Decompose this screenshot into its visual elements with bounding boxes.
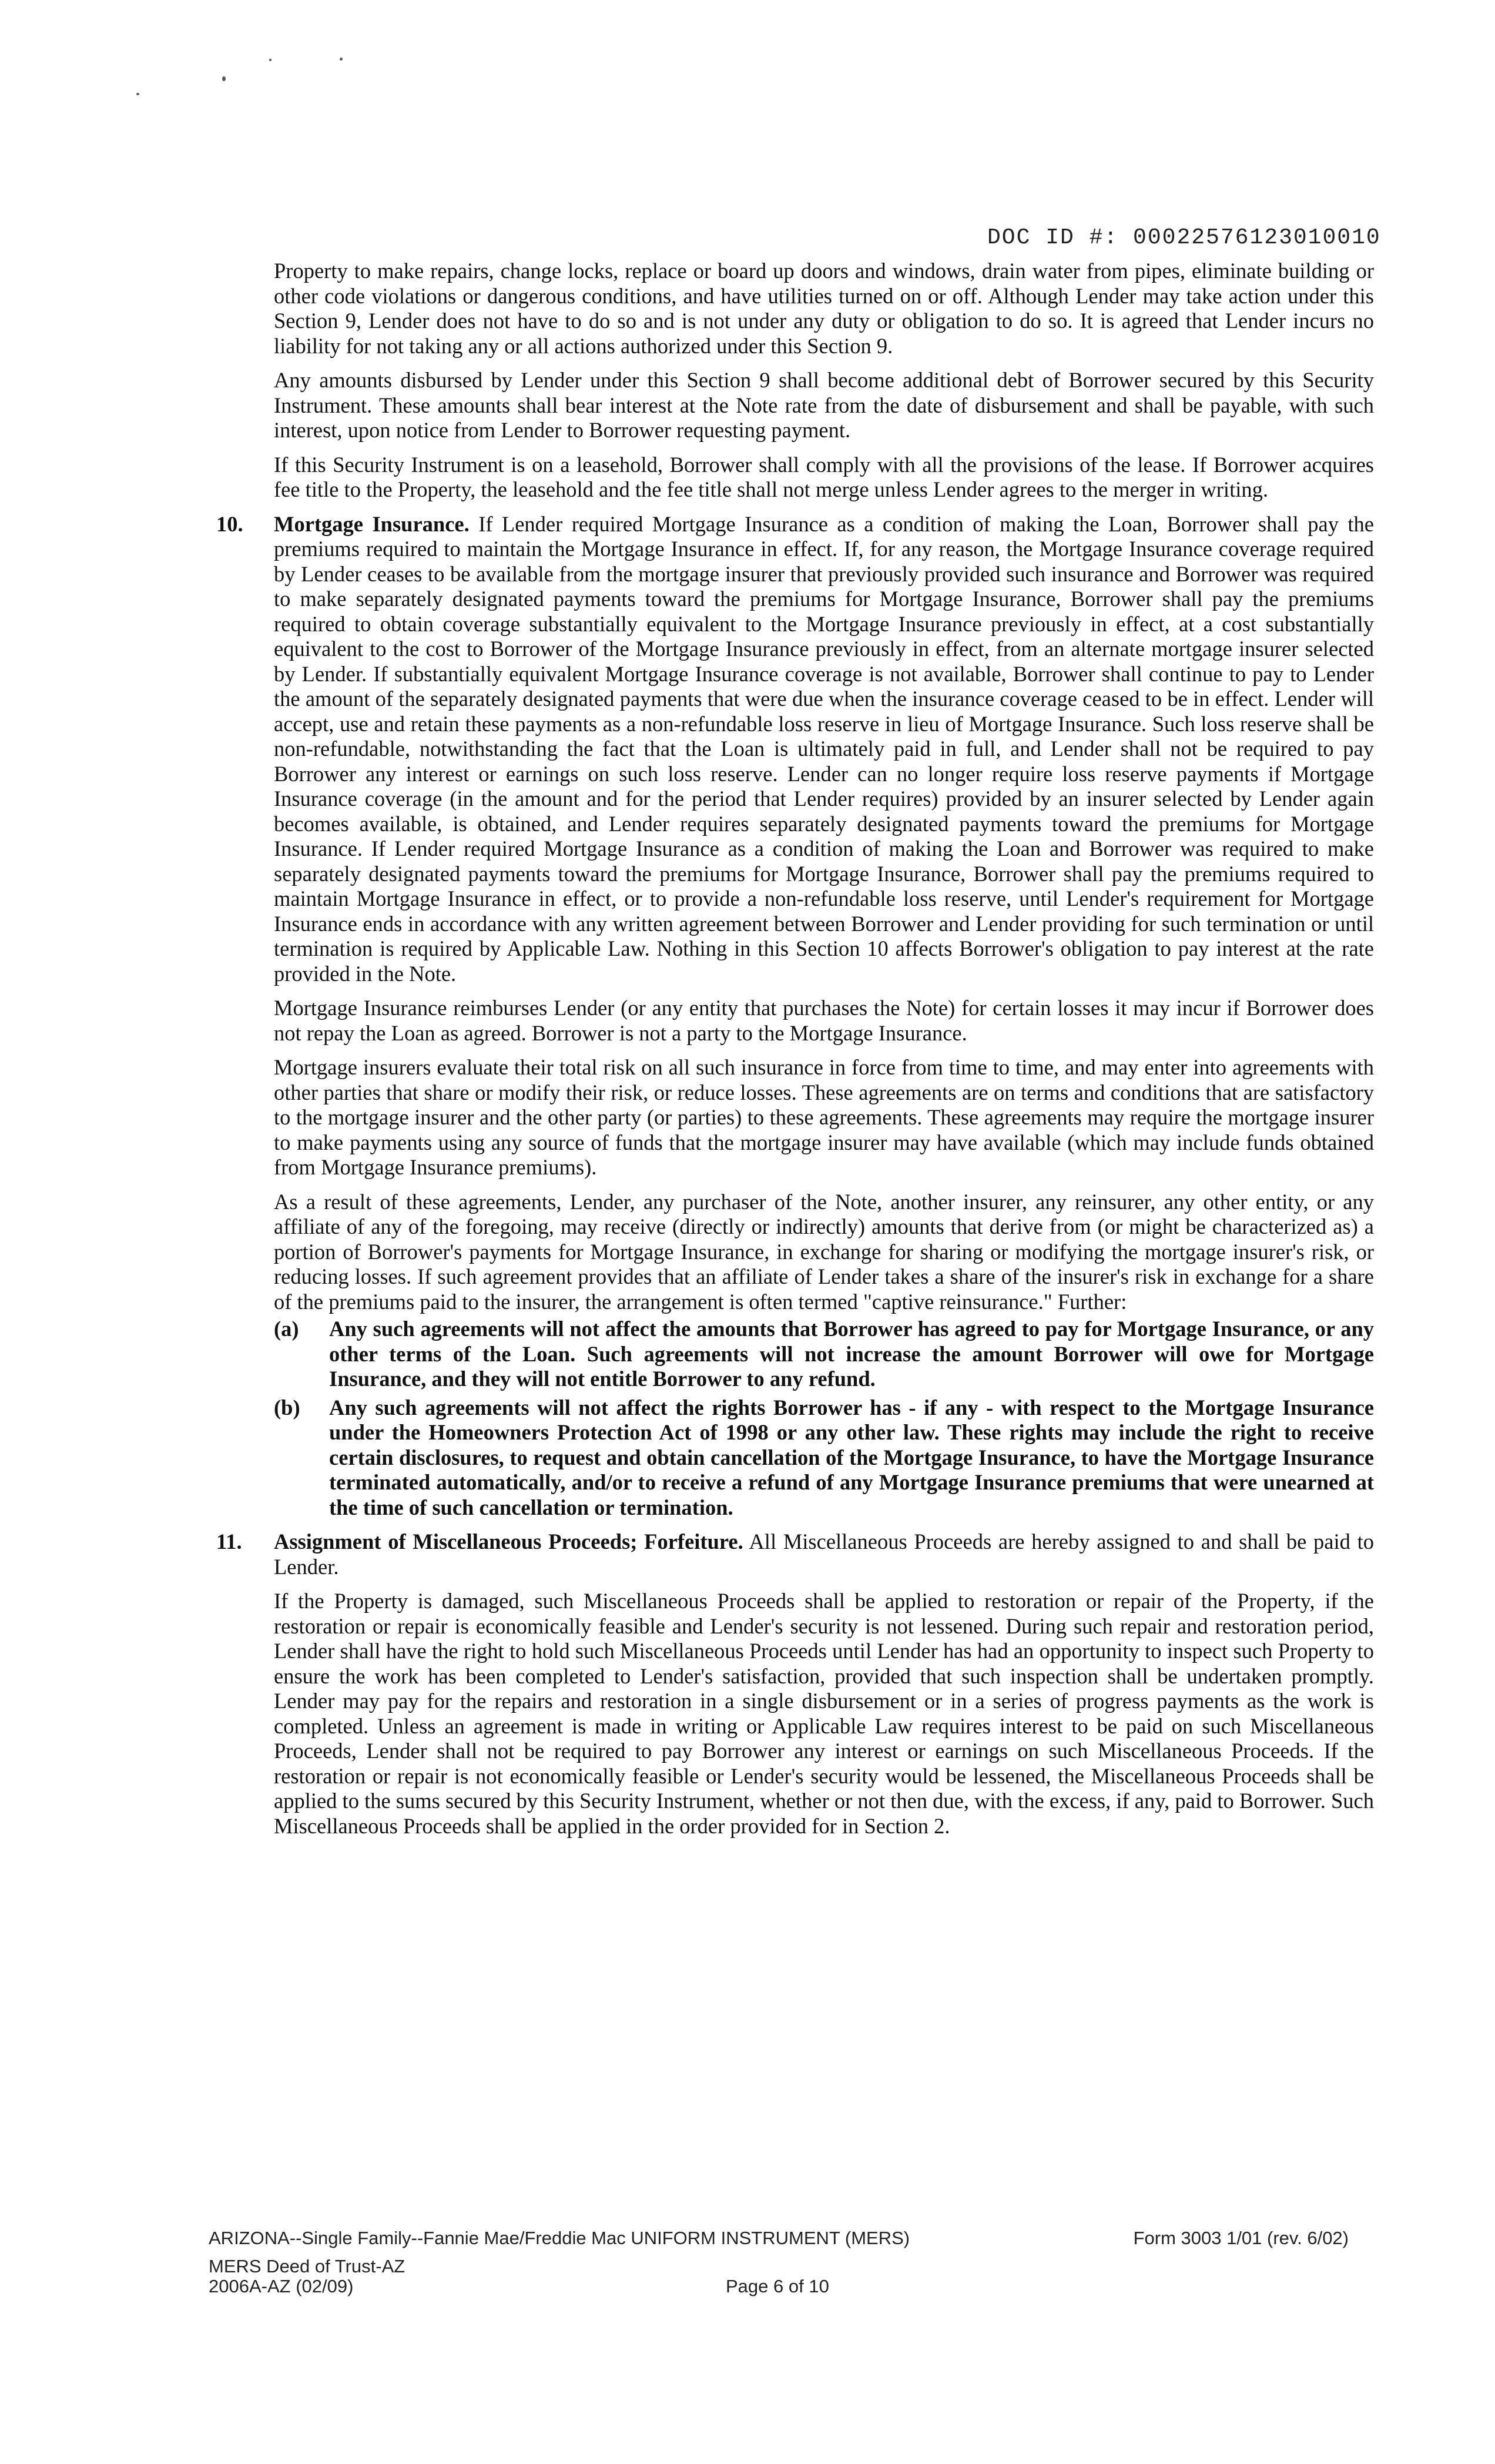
scan-speck [222,76,226,81]
footer-line-3 [209,2276,1372,2297]
section-10-number: 10. [216,511,243,536]
section-10-paragraph-2: Mortgage Insurance reimburses Lender (or any entity that purchases the Note) for certain losses it may incur if Borrower does not repay the Loan as agreed. Borrower is not a party to the Mortgage Insurance. [274,996,1374,1045]
footer-form-line: ARIZONA--Single Family--Fannie Mae/Freddie Mac UNIFORM INSTRUMENT (MERS) [209,2228,910,2248]
item-b-text: Any such agreements will not affect the rights Borrower has - if any - with respect to the Mortgage Insurance under the Homeowners Protection Act of 1998 or any other law. These rights may include the right to receive certain disclosures, to request and obtain cancellation of the Mortgage Insurance, to have the Mortgage Insurance terminated automatically, and/or to receive a refund of any Mortgage Insurance premiums that were unearned at the time of such cancellation or termination. [329,1395,1374,1519]
section-10-paragraph-3: Mortgage insurers evaluate their total risk on all such insurance in force from time to time, and may enter into agreements with other parties that share or modify their risk, or reduce losses. These agreements are on terms and conditions that are satisfactory to the mortgage insurer and the other party (or parties) to these agreements. These agreements may require the mortgage insurer to make payments using any source of funds that the mortgage insurer may have available (which may include funds obtained from Mortgage Insurance premiums). [274,1055,1374,1179]
section-9-leasehold-paragraph: If this Security Instrument is on a leasehold, Borrower shall comply with all the provisions of the lease. If Borrower acquires fee title to the Property, the leasehold and the fee title shall not merge unless Lender agrees to the merger in writing. [274,452,1374,501]
footer-form-code: 2006A-AZ (02/09) [209,2276,354,2296]
item-b-label: (b) [274,1395,300,1420]
section-9-disbursement-paragraph: Any amounts disbursed by Lender under this Section 9 shall become additional debt of Borrower secured by this Security Instrument. These amounts shall bear interest at the Note rate from the date of disbursement and shall be payable, with such interest, upon notice from Lender to Borrower requesting payment. [274,368,1374,442]
section-10-item-a [210,1317,1374,1392]
footer-line-2 [209,2256,1372,2277]
doc-id: DOC ID #: 00022576123010010 [987,225,1381,250]
footer-form-number: Form 3003 1/01 (rev. 6/02) [1133,2228,1349,2248]
section-9-continuation: Property to make repairs, change locks, replace or board up doors and windows, drain water from pipes, eliminate building or other code violations or dangerous conditions, and have utilities turned on or off. Although Lender may take action under this Section 9, Lender does not have to do so and is not under any duty or obligation to do so. It is agreed that Lender incurs no liability for not taking any or all actions authorized under this Section 9. [274,259,1374,358]
item-a-label: (a) [274,1317,299,1341]
section-11-number: 11. [216,1529,242,1554]
section-11-paragraph-2: If the Property is damaged, such Miscellaneous Proceeds shall be applied to restoration or repair of the Property, if the restoration or repair is economically feasible and Lender's security is not lessened. During such repair and restoration period, Lender shall have the right to hold such Miscellaneous Proceeds until Lender has had an opportunity to inspect such Property to ensure the work has been completed to Lender's satisfaction, provided that such inspection shall be undertaken promptly. Lender may pay for the repairs and restoration in a single disbursement or in a series of progress payments as the work is completed. Unless an agreement is made in writing or Applicable Law requires interest to be paid on such Miscellaneous Proceeds, Lender shall not be required to pay Borrower any interest or earnings on such Miscellaneous Proceeds. If the restoration or repair is not economically feasible or Lender's security would be lessened, the Miscellaneous Proceeds shall be applied to the sums secured by this Security Instrument, whether or not then due, with the excess, if any, paid to Borrower. Such Miscellaneous Proceeds shall be applied in the order provided for in Section 2. [274,1589,1374,1838]
section-11 [210,1529,1374,1579]
section-10-paragraph-1: If Lender required Mortgage Insurance as a condition of making the Loan, Borrower shall pay the premiums required to maintain the Mortgage Insurance in effect. If, for any reason, the Mortgage Insurance coverage required by Lender ceases to be available from the mortgage insurer that previously provided such insurance and Borrower was required to make separately designated payments toward the premiums for Mortgage Insurance, Borrower shall pay the premiums required to obtain coverage substantially equivalent to the Mortgage Insurance previously in effect, at a cost substantially equivalent to the cost to Borrower of the Mortgage Insurance previously in effect, from an alternate mortgage insurer selected by Lender. If substantially equivalent Mortgage Insurance coverage is not available, Borrower shall continue to pay to Lender the amount of the separately designated payments that were due when the insurance coverage ceased to be in effect. Lender will accept, use and retain these payments as a non-refundable loss reserve in lieu of Mortgage Insurance. Such loss reserve shall be non-refundable, notwithstanding the fact that the Loan is ultimately paid in full, and Lender shall not be required to pay Borrower any interest or earnings on such loss reserve. Lender can no longer require loss reserve payments if Mortgage Insurance coverage (in the amount and for the period that Lender requires) provided by an insurer selected by Lender again becomes available, is obtained, and Lender requires separately designated payments toward the premiums for Mortgage Insurance. If Lender required Mortgage Insurance as a condition of making the Loan and Borrower was required to make separately designated payments toward the premiums for Mortgage Insurance, Borrower shall pay the premiums required to maintain Mortgage Insurance in effect, or to provide a non-refundable loss reserve, until Lender's requirement for Mortgage Insurance ends in accordance with any written agreement between Borrower and Lender providing for such termination or until termination is required by Applicable Law. Nothing in this Section 10 affects Borrower's obligation to pay interest at the rate provided in the Note. [274,511,1374,986]
section-11-paragraph-1: All Miscellaneous Proceeds are hereby assigned to and shall be paid to Lender. [274,1529,1374,1579]
footer-line-1 [209,2228,1372,2249]
section-10-item-b [210,1395,1374,1521]
item-a-text: Any such agreements will not affect the amounts that Borrower has agreed to pay for Mortgage Insurance, or any other terms of the Loan. Such agreements will not increase the amount Borrower will owe for Mortgage Insurance, and they will not entitle Borrower to any refund. [329,1317,1374,1391]
scan-speck [136,93,139,95]
section-10 [210,512,1374,987]
page-number: Page 6 of 10 [726,2276,829,2296]
scan-speck [340,58,343,61]
scan-speck [269,59,271,61]
footer-deed-name: MERS Deed of Trust-AZ [209,2256,405,2276]
section-10-title: Mortgage Insurance. [274,511,470,536]
section-10-paragraph-4: As a result of these agreements, Lender, any purchaser of the Note, another insurer, any reinsurer, any other entity, or any affiliate of any of the foregoing, may receive (directly or indirectly) amounts that derive from (or might be characterized as) a portion of Borrower's payments for Mortgage Insurance, in exchange for sharing or modifying the mortgage insurer's risk, or reducing losses. If such agreement provides that an affiliate of Lender takes a share of the insurer's risk in exchange for a share of the premiums paid to the insurer, the arrangement is often termed "captive reinsurance." Further: [274,1189,1374,1314]
section-11-title: Assignment of Miscellaneous Proceeds; Forfeiture. [274,1529,743,1554]
document-body [210,259,1374,1848]
